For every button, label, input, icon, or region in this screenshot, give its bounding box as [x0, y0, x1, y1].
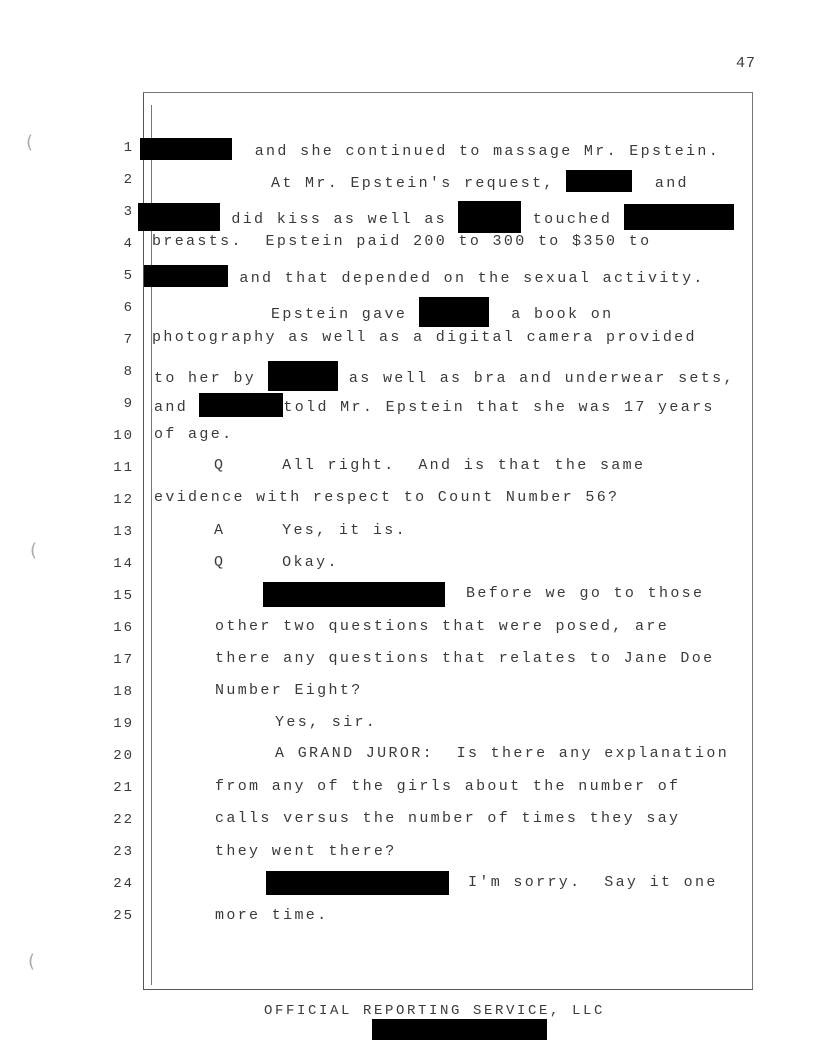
line-number: 20 — [113, 748, 134, 764]
transcript-line-20 — [275, 745, 729, 762]
frame-right-border — [752, 92, 753, 990]
line-number: 21 — [113, 780, 134, 796]
transcript-line-6 — [271, 297, 613, 327]
line-number: 14 — [113, 556, 134, 572]
line-number: 16 — [113, 620, 134, 636]
transcript-line-18 — [215, 682, 363, 699]
redaction-box — [624, 204, 734, 230]
transcript-line-2 — [271, 170, 689, 192]
line-number: 4 — [123, 236, 134, 252]
transcript-line-16 — [215, 618, 669, 635]
line-number: 15 — [113, 588, 134, 604]
transcript-line-8 — [154, 361, 735, 391]
redaction-box — [458, 201, 521, 233]
redaction-box — [199, 393, 283, 417]
line-text: calls versus the number of times they say — [215, 810, 681, 827]
page-number: 47 — [736, 55, 757, 72]
line-text: At Mr. Epstein's request, — [271, 175, 555, 192]
line-text: Epstein gave — [271, 306, 408, 323]
line-text: other two questions that were posed, are — [215, 618, 670, 635]
line-text: Before we go to those — [466, 585, 705, 602]
footer-redaction-box — [372, 1019, 547, 1040]
transcript-line-14 — [214, 554, 339, 571]
transcript-line-5 — [144, 265, 705, 287]
line-number: 6 — [123, 300, 134, 316]
punch-hole-mark-middle: ( — [30, 540, 38, 561]
line-text: and — [154, 399, 189, 416]
line-text: and — [654, 175, 689, 192]
line-number: 23 — [113, 844, 134, 860]
line-number: 24 — [113, 876, 134, 892]
line-text: I'm sorry. Say it one — [468, 874, 718, 891]
line-number: 19 — [113, 716, 134, 732]
line-text: did kiss as well as — [231, 211, 448, 228]
transcript-line-10 — [154, 426, 233, 443]
line-text: A GRAND JUROR: Is there any explanation — [275, 745, 730, 762]
speaker-redaction-box — [266, 871, 449, 895]
redaction-box — [140, 138, 232, 160]
line-number: 2 — [123, 172, 134, 188]
footer-company: OFFICIAL REPORTING SERVICE, LLC — [264, 1003, 606, 1019]
line-number: 11 — [113, 460, 134, 476]
line-number: 8 — [123, 364, 134, 380]
line-text: Number Eight? — [215, 682, 363, 699]
line-number: 17 — [113, 652, 134, 668]
line-text: from any of the girls about the number of — [215, 778, 681, 795]
line-text: Q Okay. — [214, 554, 339, 571]
line-text: and she continued to massage Mr. Epstein. — [254, 143, 721, 160]
transcript-line-19 — [275, 714, 377, 731]
transcript-line-4 — [152, 233, 651, 250]
frame-top-border — [143, 92, 753, 93]
transcript-line-13 — [214, 522, 407, 539]
line-number: 5 — [123, 268, 134, 284]
line-text: as well as bra and underwear sets, — [348, 370, 735, 387]
line-text: to her by — [154, 370, 257, 387]
line-number: 25 — [113, 908, 134, 924]
line-number: 9 — [123, 396, 134, 412]
line-number: 7 — [123, 332, 134, 348]
line-text: A Yes, it is. — [214, 522, 407, 539]
line-text: there any questions that relates to Jane Doe — [215, 650, 715, 667]
transcript-line-17 — [215, 650, 714, 667]
line-text: photography as well as a digital camera provided — [152, 329, 697, 346]
line-number: 3 — [123, 204, 134, 220]
transcript-line-25 — [215, 907, 329, 924]
line-number: 22 — [113, 812, 134, 828]
frame-bottom-border — [143, 989, 753, 990]
redaction-box — [566, 170, 632, 192]
line-text: breasts. Epstein paid 200 to 300 to $350 to — [152, 233, 652, 250]
redaction-box — [138, 203, 220, 231]
line-number: 10 — [113, 428, 134, 444]
redaction-box — [268, 361, 338, 391]
transcript-line-21 — [215, 778, 680, 795]
line-text: a book on — [511, 306, 614, 323]
transcript-line-24 — [468, 874, 718, 891]
line-text: and that depended on the sexual activity. — [239, 270, 705, 287]
line-number: 13 — [113, 524, 134, 540]
transcript-line-22 — [215, 810, 680, 827]
redaction-box — [144, 265, 228, 287]
transcript-line-23 — [215, 843, 397, 860]
line-number: 18 — [113, 684, 134, 700]
line-text: Yes, sir. — [275, 714, 378, 731]
line-text: they went there? — [215, 843, 397, 860]
transcript-line-12 — [154, 489, 619, 506]
line-text: Q All right. And is that the same — [214, 457, 646, 474]
transcript-line-15 — [466, 585, 704, 602]
speaker-redaction-box — [263, 582, 445, 607]
line-number: 1 — [123, 140, 134, 156]
line-text: more time. — [215, 907, 329, 924]
transcript-line-1 — [140, 138, 720, 160]
transcript-line-3 — [138, 201, 734, 233]
transcript-line-7 — [152, 329, 697, 346]
line-text: of age. — [154, 426, 234, 443]
redaction-box — [419, 297, 489, 327]
transcript-line-11 — [214, 457, 645, 474]
line-number: 12 — [113, 492, 134, 508]
line-text: told Mr. Epstein that she was 17 years — [283, 399, 715, 416]
punch-hole-mark-bottom: ( — [28, 951, 36, 972]
transcript-line-9 — [154, 393, 715, 417]
line-text: evidence with respect to Count Number 56? — [154, 489, 620, 506]
punch-hole-mark-top: ( — [26, 132, 34, 153]
line-text: touched — [532, 211, 613, 228]
